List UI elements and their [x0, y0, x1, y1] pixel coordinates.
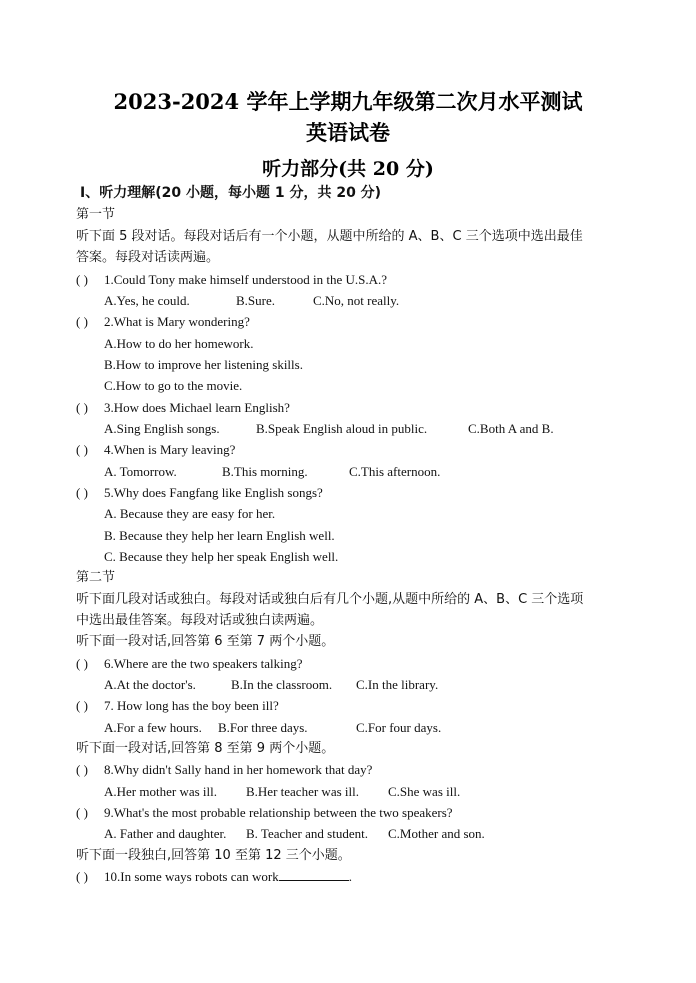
- q2-option-b: B.How to improve her listening skills.: [104, 357, 303, 372]
- q6-option-c: C.In the library.: [356, 677, 439, 692]
- exam-subtitle: 英语试卷: [306, 120, 390, 145]
- q3-option-a: A.Sing English songs.: [104, 421, 220, 436]
- answer-bracket[interactable]: ( ): [76, 400, 88, 415]
- answer-bracket[interactable]: ( ): [76, 485, 88, 500]
- group-instruction-6-7: 听下面一段对话,回答第 6 至第 7 两个小题。: [76, 634, 335, 649]
- question-text: 9.What's the most probable relationship between the two speakers?: [104, 805, 453, 820]
- q5-option-c: C. Because they help her speak English well.: [104, 549, 339, 564]
- q8-option-c: C.She was ill.: [388, 784, 461, 799]
- q4-option-a: A. Tomorrow.: [104, 464, 177, 479]
- question-text: 2.What is Mary wondering?: [104, 314, 250, 329]
- subsection-1-label: 第一节: [76, 207, 116, 222]
- q1-option-a: A.Yes, he could.: [104, 293, 190, 308]
- question-text: 6.Where are the two speakers talking?: [104, 656, 303, 671]
- q8-option-a: A.Her mother was ill.: [104, 784, 218, 799]
- subsection-2-label: 第二节: [76, 570, 116, 585]
- question-text: 3.How does Michael learn English?: [104, 400, 290, 415]
- q7-option-c: C.For four days.: [356, 720, 442, 735]
- q2-option-c: C.How to go to the movie.: [104, 378, 243, 393]
- q1-option-c: C.No, not really.: [313, 293, 400, 308]
- part-title: 听力部分(共 20 分): [262, 158, 434, 180]
- instruction-2b: 中选出最佳答案。每段对话或独白读两遍。: [76, 613, 324, 628]
- question-10: [76, 868, 352, 886]
- question-3: [76, 399, 290, 417]
- q1-option-b: B.Sure.: [236, 293, 275, 308]
- answer-bracket[interactable]: ( ): [76, 698, 88, 713]
- q9-option-a: A. Father and daughter.: [104, 826, 227, 841]
- group-instruction-10-12: 听下面一段独白,回答第 10 至第 12 三个小题。: [76, 848, 351, 863]
- answer-bracket[interactable]: ( ): [76, 805, 88, 820]
- instruction-1b: 答案。每段对话读两遍。: [76, 250, 220, 265]
- question-7: [76, 697, 279, 715]
- question-text: 1.Could Tony make himself understood in the U.S.A.?: [104, 272, 388, 287]
- question-end: .: [348, 869, 352, 884]
- question-9: [76, 804, 453, 822]
- question-text: 5.Why does Fangfang like English songs?: [104, 485, 323, 500]
- instruction-1a: 听下面 5 段对话。每段对话后有一个小题，从题中所给的 A、B、C 三个选项中选出最佳: [76, 229, 583, 244]
- q9-option-b: B. Teacher and student.: [246, 826, 368, 841]
- answer-bracket[interactable]: ( ): [76, 272, 88, 287]
- question-1: [76, 271, 387, 289]
- question-text: 7. How long has the boy been ill?: [104, 698, 279, 713]
- question-text: 10.In some ways robots can work: [104, 869, 279, 884]
- exam-title: 2023-2024 学年上学期九年级第二次月水平测试: [113, 89, 583, 114]
- answer-bracket[interactable]: ( ): [76, 869, 88, 884]
- q6-option-a: A.At the doctor's.: [104, 677, 196, 692]
- q4-option-c: C.This afternoon.: [349, 464, 441, 479]
- question-6: [76, 655, 303, 673]
- group-instruction-8-9: 听下面一段对话,回答第 8 至第 9 两个小题。: [76, 741, 335, 756]
- question-2: [76, 313, 250, 331]
- q2-option-a: A.How to do her homework.: [104, 336, 254, 351]
- question-5: [76, 484, 323, 502]
- answer-bracket[interactable]: ( ): [76, 442, 88, 457]
- question-8: [76, 761, 372, 779]
- q5-option-b: B. Because they help her learn English well.: [104, 528, 335, 543]
- answer-bracket[interactable]: ( ): [76, 314, 88, 329]
- q8-option-b: B.Her teacher was ill.: [246, 784, 359, 799]
- q3-option-c: C.Both A and B.: [468, 421, 554, 436]
- question-text: 4.When is Mary leaving?: [104, 442, 236, 457]
- answer-bracket[interactable]: ( ): [76, 656, 88, 671]
- q3-option-b: B.Speak English aloud in public.: [256, 421, 428, 436]
- q9-option-c: C.Mother and son.: [388, 826, 485, 841]
- question-text: 8.Why didn't Sally hand in her homework that day?: [104, 762, 373, 777]
- q5-option-a: A. Because they are easy for her.: [104, 506, 276, 521]
- q4-option-b: B.This morning.: [222, 464, 308, 479]
- answer-blank[interactable]: [279, 868, 349, 881]
- instruction-2a: 听下面几段对话或独白。每段对话或独白后有几个小题,从题中所给的 A、B、C 三个选项: [76, 592, 584, 607]
- q6-option-b: B.In the classroom.: [231, 677, 333, 692]
- q7-option-a: A.For a few hours.: [104, 720, 202, 735]
- section-heading: Ⅰ、听力理解(20 小题，每小题 1 分，共 20 分): [80, 185, 382, 201]
- question-4: [76, 441, 235, 459]
- answer-bracket[interactable]: ( ): [76, 762, 88, 777]
- q7-option-b: B.For three days.: [218, 720, 308, 735]
